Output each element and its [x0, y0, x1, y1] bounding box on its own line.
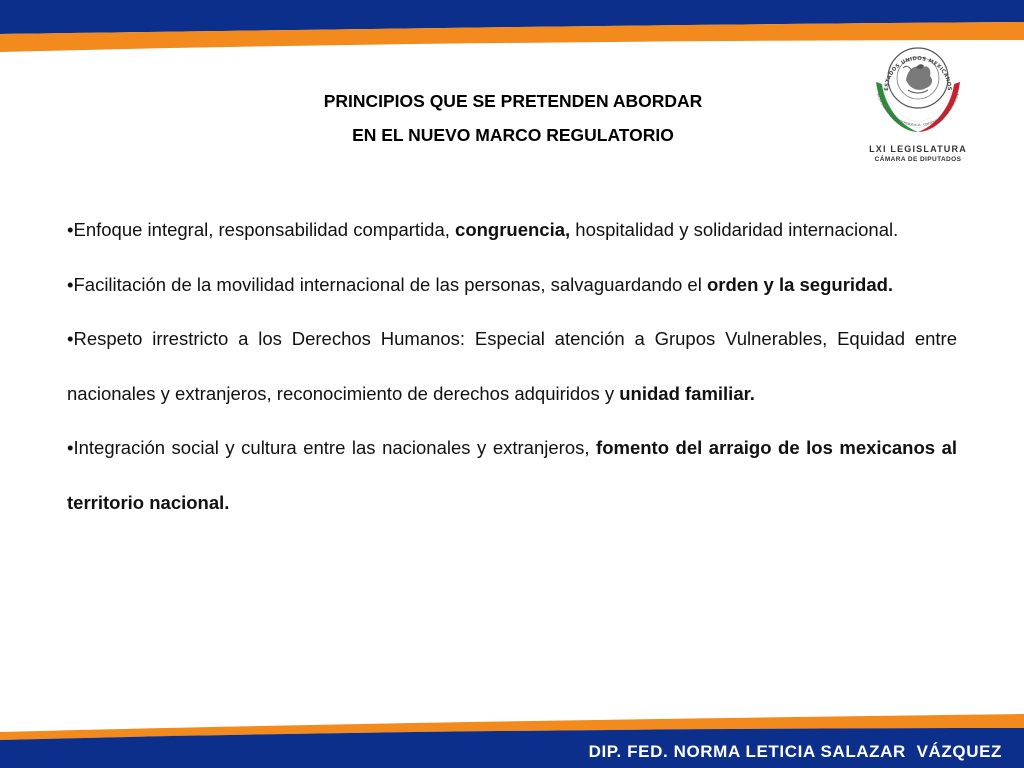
legislature-logo — [862, 38, 974, 166]
bullet-marker: • — [67, 437, 74, 458]
bullet-3-text: Respeto irrestricto a los Derechos Humanos: Especial atención a Grupos Vulnerables, Equidad entre nacionales y extranjeros, reconocimiento de derechos adquiridos y — [67, 328, 957, 404]
logo-legislature-text: LXI LEGISLATURA — [869, 144, 967, 154]
bullet-2-bold-text: orden y la seguridad. — [706, 273, 894, 295]
bullet-item-3 — [67, 312, 957, 421]
logo-chamber-text: CÁMARA DE DIPUTADOS — [874, 156, 962, 163]
bullet-1-text-a: Enfoque integral, responsabilidad compartida, — [73, 219, 456, 240]
bullet-item-2 — [67, 258, 957, 313]
slide-title — [200, 84, 826, 152]
logo-ring-text: ESTADOS UNIDOS MEXICANOS — [883, 55, 953, 91]
bullet-4-bold-text: fomento del arraigo de los mexicanos al territorio nacional. — [67, 437, 957, 513]
bullet-list — [67, 203, 957, 530]
logo-arc-text: BICENTENARIO DE LA INDEPENDENCIA · CENTENARIO DE LA REVOLUCIÓN — [876, 93, 960, 128]
bullet-item-4 — [67, 421, 957, 530]
bullet-2-text: Facilitación de la movilidad internacional de las personas, salvaguardando el — [73, 273, 707, 295]
bullet-4-text: Integración social y cultura entre las nacionales y extranjeros, — [73, 437, 597, 458]
bullet-marker: • — [67, 273, 74, 295]
bullet-item-1 — [67, 203, 957, 258]
bullet-marker: • — [67, 328, 74, 349]
mexican-coat-of-arms-icon — [862, 38, 974, 138]
title-line-2: EN EL NUEVO MARCO REGULATORIO — [352, 125, 674, 145]
bullet-1-text-b: hospitalidad y solidaridad internacional. — [570, 219, 899, 240]
bullet-3-bold-text: unidad familiar. — [619, 382, 755, 404]
bullet-1-bold-text: congruencia, — [455, 219, 571, 240]
bullet-marker: • — [67, 219, 74, 240]
title-line-1: PRINCIPIOS QUE SE PRETENDEN ABORDAR — [323, 91, 703, 111]
footer-deputy-name: DIP. FED. NORMA LETICIA SALAZAR VÁZQUEZ — [588, 742, 1002, 761]
